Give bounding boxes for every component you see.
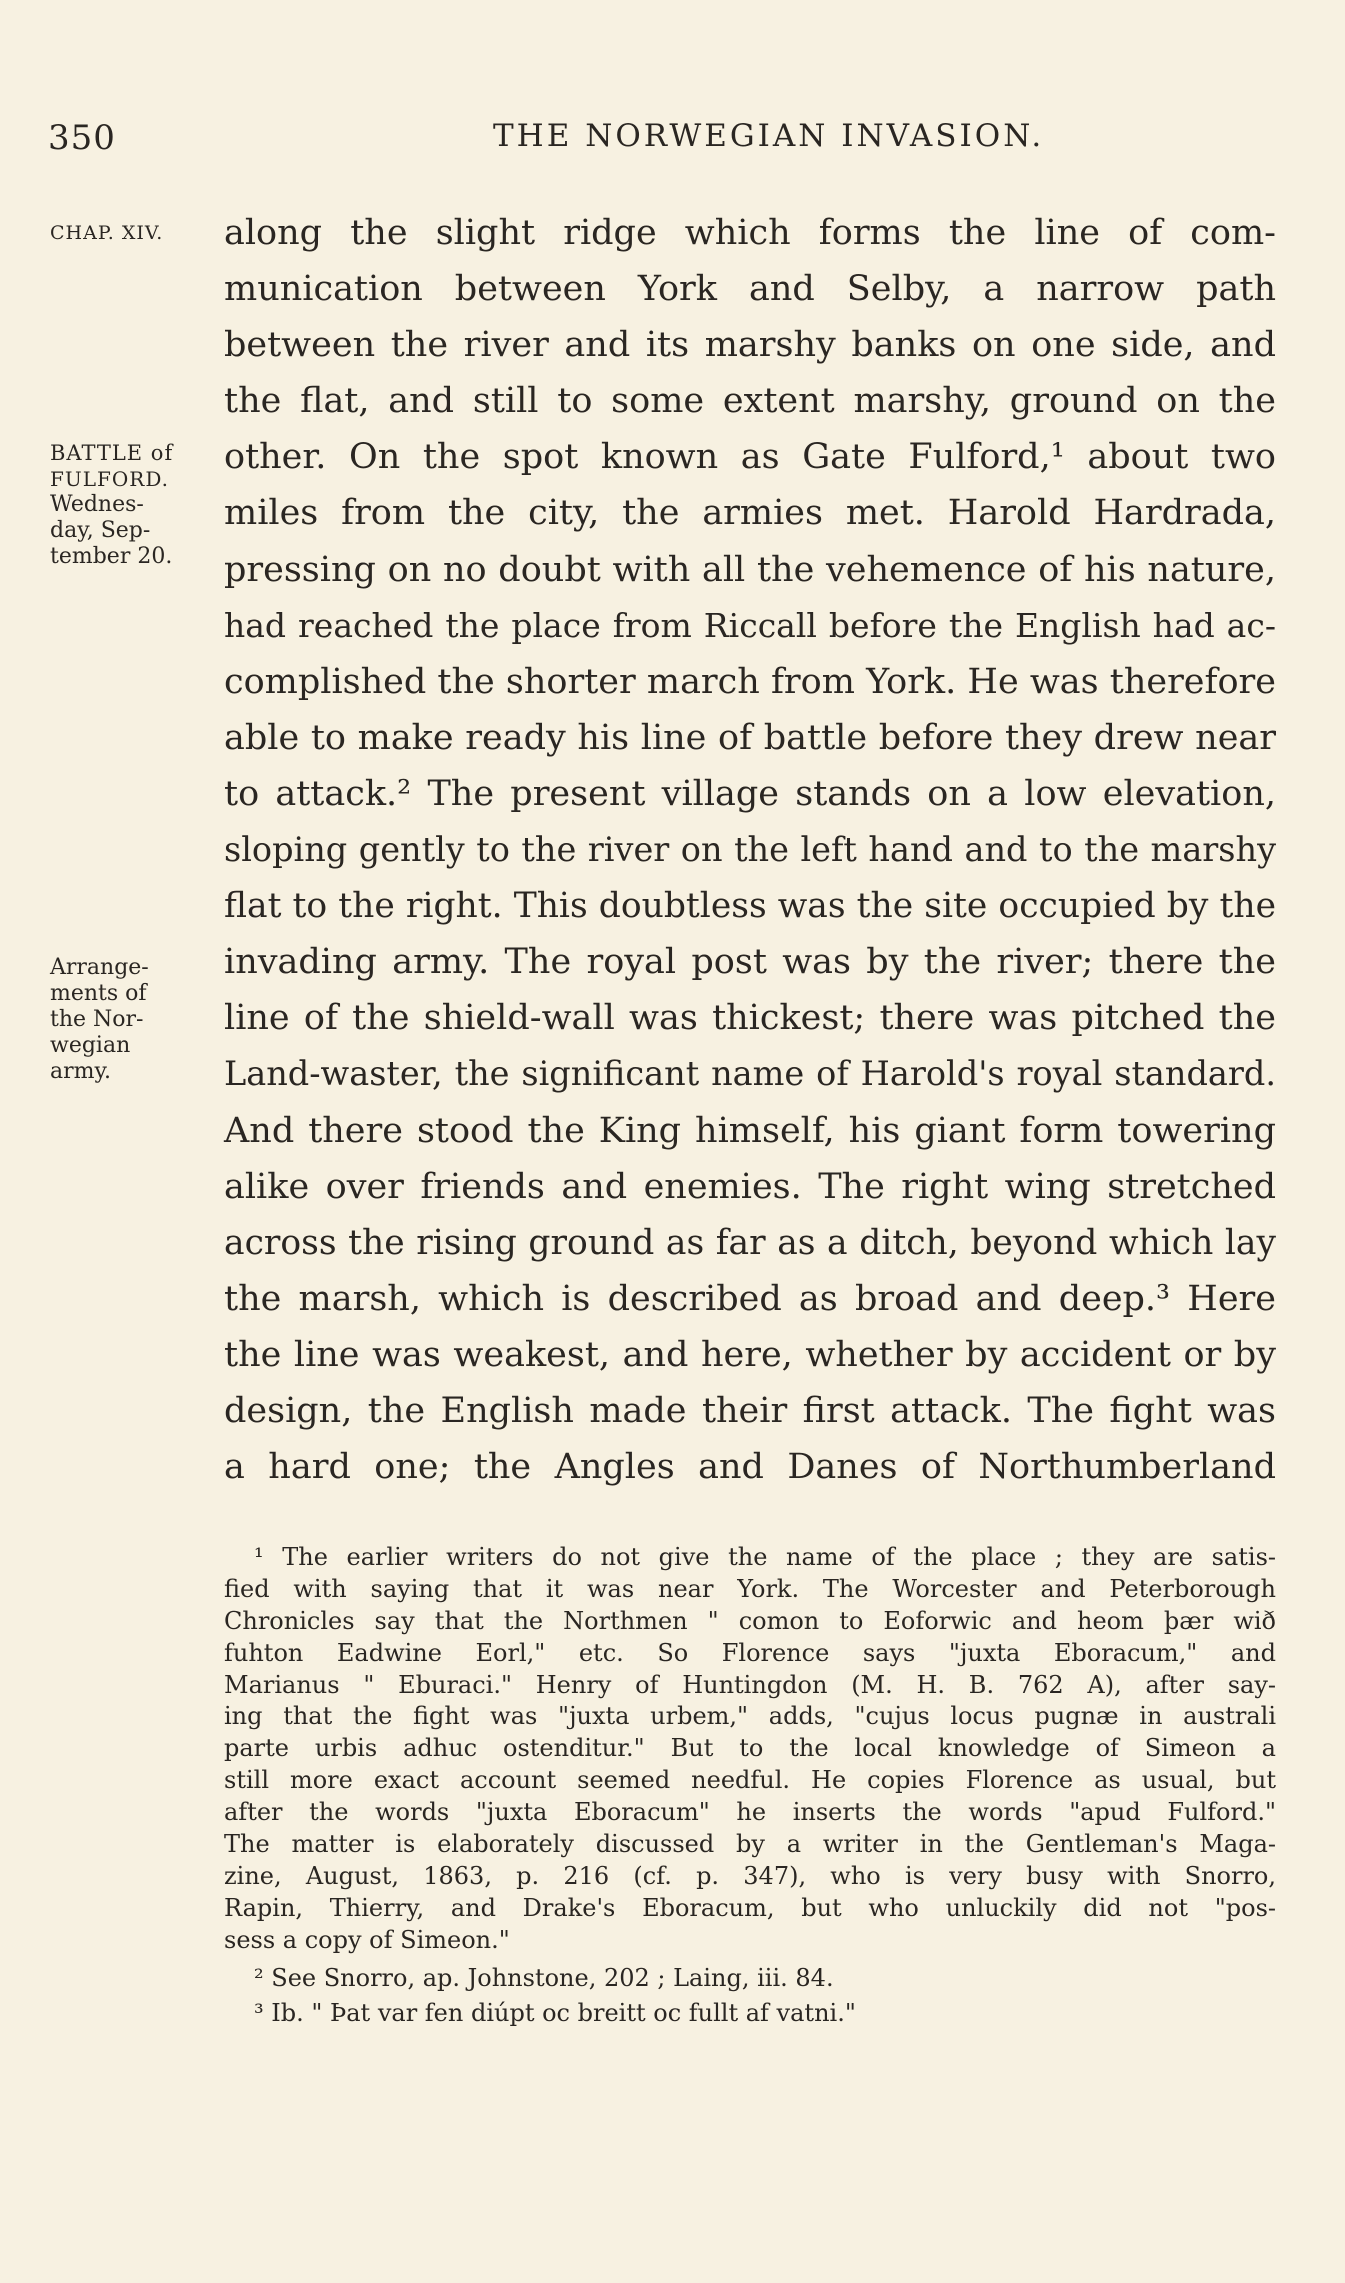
text-line: alike over friends and enemies. The right wing stretched bbox=[224, 1166, 1276, 1207]
margin-note-line: BATTLE of bbox=[50, 441, 174, 465]
text-line: complished the shorter march from York. He was therefore bbox=[224, 661, 1276, 702]
margin-note-line: wegian bbox=[50, 1033, 131, 1058]
text-line: the line was weakest, and here, whether by accident or by bbox=[224, 1334, 1276, 1375]
margin-note-line: tember 20. bbox=[50, 544, 173, 569]
text-line: along the slight ridge which forms the line of com- bbox=[224, 213, 1276, 253]
text-line: across the rising ground as far as a ditch, beyond which lay bbox=[224, 1222, 1276, 1263]
footnote-1-line: The matter is elaborately discussed by a writer in the Gentleman's Maga- bbox=[224, 1830, 1276, 1859]
text-line: pressing on no doubt with all the vehemence of his nature, bbox=[224, 549, 1276, 590]
text-line: the flat, and still to some extent marshy, ground on the bbox=[224, 381, 1276, 422]
footnote-1-line: fied with saying that it was near York. The Worcester and Peterborough bbox=[224, 1574, 1276, 1603]
body-text bbox=[224, 205, 1276, 1495]
text-line: flat to the right. This doubtless was the site occupied by the bbox=[224, 886, 1276, 927]
text-line: a hard one; the Angles and Danes of Northumberland bbox=[224, 1447, 1276, 1488]
footnote-1-line: still more exact account seemed needful. He copies Florence as usual, but bbox=[224, 1766, 1276, 1795]
running-title: THE NORWEGIAN INVASION. bbox=[493, 118, 1045, 154]
footnote-1-line: Chronicles say that the Northmen " comon to Eoforwic and heom þær wið bbox=[224, 1606, 1276, 1635]
footnote-1-line: Rapin, Thierry, and Drake's Eboracum, but who unluckily did not "pos- bbox=[224, 1893, 1276, 1922]
text-line: other. On the spot known as Gate Fulford,¹ about two bbox=[224, 437, 1276, 478]
text-line: line of the shield-wall was thickest; there was pitched the bbox=[224, 998, 1276, 1039]
margin-note-line: FULFORD. bbox=[50, 467, 170, 491]
margin-note-line: army. bbox=[50, 1059, 111, 1084]
footnotes bbox=[224, 1541, 1276, 2029]
text-line: the marsh, which is described as broad and deep.³ Here bbox=[224, 1278, 1276, 1319]
margin-note-arrangements bbox=[50, 955, 220, 1085]
footnote-1-line: ing that the fight was "juxta urbem," adds, "cujus locus pugnæ in australi bbox=[224, 1702, 1276, 1731]
footnote-1-line: zine, August, 1863, p. 216 (cf. p. 347), who is very busy with Snorro, bbox=[224, 1861, 1276, 1890]
margin-note-line: Arrange- bbox=[50, 955, 149, 980]
text-line: sloping gently to the river on the left hand and to the marshy bbox=[224, 830, 1276, 870]
footnote-1-line: parte urbis adhuc ostenditur." But to the local knowledge of Simeon a bbox=[224, 1734, 1276, 1763]
running-head bbox=[48, 118, 1298, 164]
page-number: 350 bbox=[48, 118, 116, 158]
margin-note-line: Wednes- bbox=[50, 492, 144, 517]
text-line: invading army. The royal post was by the river; there the bbox=[224, 942, 1276, 983]
text-line: between the river and its marshy banks on one side, and bbox=[224, 325, 1276, 366]
footnote-1-line: sess a copy of Simeon." bbox=[224, 1925, 510, 1954]
margin-note-chapter bbox=[50, 220, 220, 246]
footnote-1-line: after the words "juxta Eboracum" he inserts the words "apud Fulford." bbox=[224, 1798, 1276, 1827]
margin-note-line: the Nor- bbox=[50, 1007, 144, 1032]
text-line: design, the English made their first attack. The fight was bbox=[224, 1390, 1276, 1431]
margin-note-line: ments of bbox=[50, 981, 147, 1006]
text-line: to attack.² The present village stands on a low elevation, bbox=[224, 773, 1276, 814]
footnote-1-line: Marianus " Eburaci." Henry of Huntingdon (M. H. B. 762 A), after say- bbox=[224, 1670, 1276, 1699]
footnote-1-line: ¹ The earlier writers do not give the name of the place ; they are satis- bbox=[254, 1543, 1276, 1571]
margin-note-line: CHAP. XIV. bbox=[50, 222, 164, 244]
text-line: munication between York and Selby, a narrow path bbox=[224, 269, 1276, 310]
text-line: Land-waster, the significant name of Harold's royal standard. bbox=[224, 1054, 1276, 1094]
footnote-3: ³ Ib. " Þat var fen diúpt oc breitt oc fullt af vatni." bbox=[254, 1999, 856, 2028]
margin-note-battle bbox=[50, 440, 220, 570]
footnote-2: ² See Snorro, ap. Johnstone, 202 ; Laing, iii. 84. bbox=[254, 1963, 834, 1992]
text-line: able to make ready his line of battle before they drew near bbox=[224, 717, 1276, 758]
margin-note-line: day, Sep- bbox=[50, 518, 151, 543]
text-line: had reached the place from Riccall before the English had ac- bbox=[224, 605, 1276, 645]
text-line: And there stood the King himself, his giant form towering bbox=[224, 1110, 1276, 1151]
footnote-1-line: fuhton Eadwine Eorl," etc. So Florence says "juxta Eboracum," and bbox=[224, 1638, 1276, 1667]
text-line: miles from the city, the armies met. Harold Hardrada, bbox=[224, 493, 1276, 534]
